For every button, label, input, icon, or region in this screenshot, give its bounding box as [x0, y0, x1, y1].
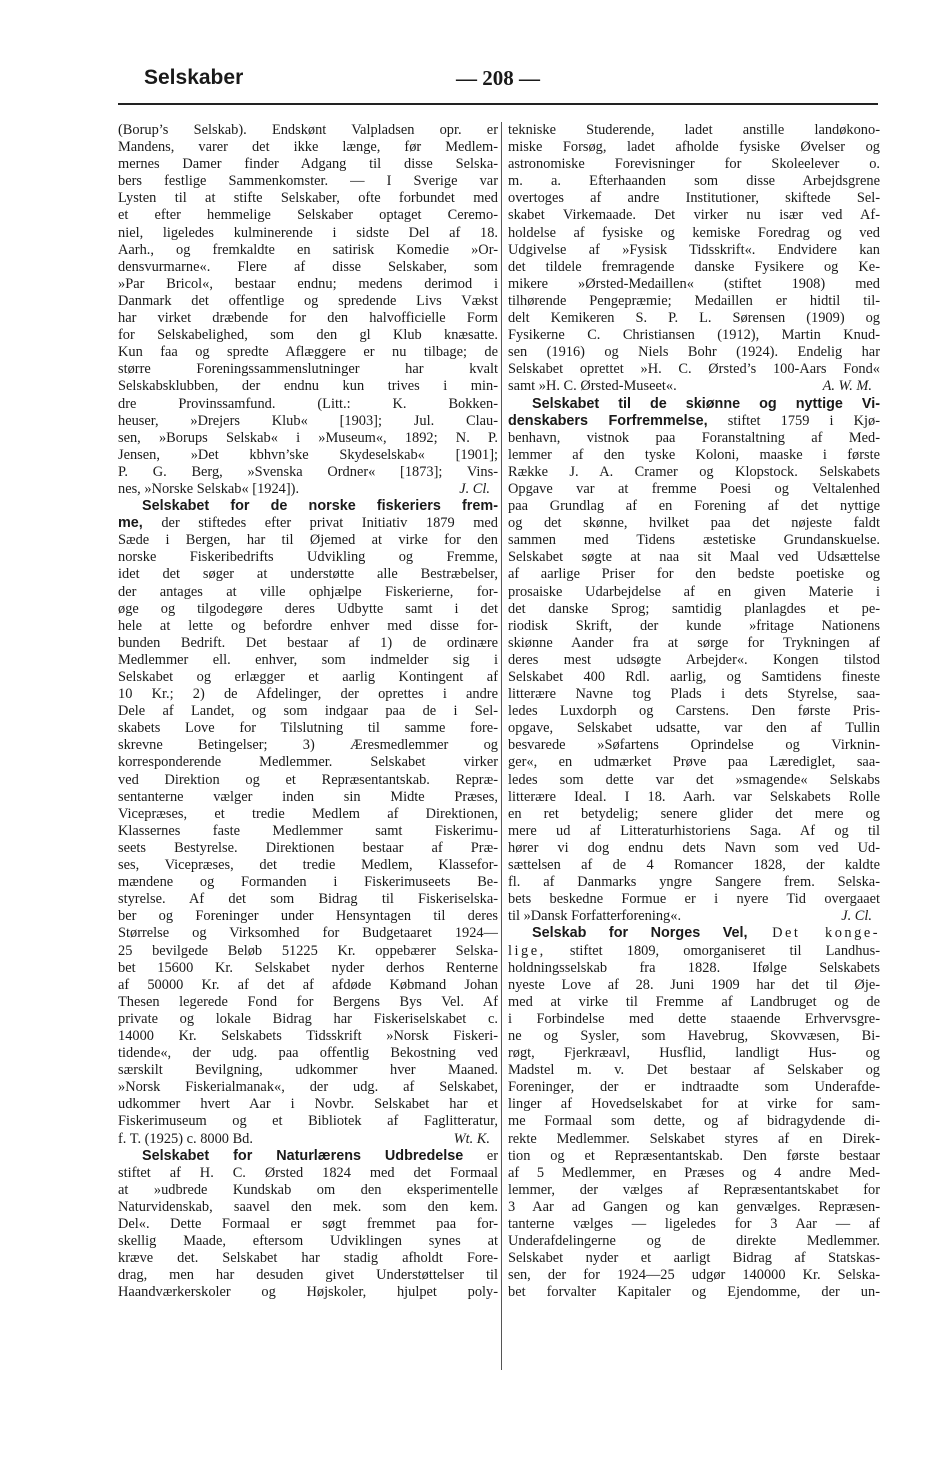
text-line: 10 Kr.; 2) de Afdelinger, der oprettes i andre — [118, 686, 498, 703]
text-line: korresponderende Medlemmer. Selskabet virker — [118, 754, 498, 771]
text-line: bet forvalter Kapitaler og Ejendomme, der un- — [508, 1284, 880, 1301]
text-line: skiønne Aander fra at sørge for Trykningen af — [508, 634, 880, 651]
entry-heading-line-2 — [508, 943, 880, 960]
text-line: af 50000 Kr. af det af afdøde Købmand Johan — [118, 976, 498, 993]
text-line: overtoges af andre Institutioner, skiftede Sel- — [508, 190, 880, 207]
text-line: densvurmarne«. Flere af disse Selskaber, som — [118, 258, 498, 275]
text-line: Opgave var at fremme Poesi og Veltalenhed — [508, 480, 880, 497]
entry-heading-naturlaerens — [118, 1148, 498, 1165]
text-line: ger«, en udmærket Prøve paa Lærediglet, saa- — [508, 754, 880, 771]
text-line: sen, »Borups Selskab« i »Museum«, 1892; N. P. — [118, 429, 498, 446]
text-line: det tildele fremragende danske Fysikere og Ke- — [508, 258, 880, 275]
text-line: private og lokale Bidrag har Fiskeriselskabet c. — [118, 1010, 498, 1027]
text-line: linger af Hovedselskabet for at virke for sam- — [508, 1096, 880, 1113]
text-line: Vicepræses, et tredie Medlem af Direktionen, — [118, 805, 498, 822]
text-line: i Forbindelse med dette staaende Erhvervsgre- — [508, 1010, 880, 1027]
text-line: Selskabet og erlægger et aarlig Kontingent af — [118, 669, 498, 685]
text-line: holdningsselskab fra 1828. Ifølge Selskabets — [508, 959, 880, 976]
text-line: med at virke til Fremme af Landbruget og de — [508, 993, 880, 1010]
entry-first-text-cont: stiftet 1809, omorganiseret til Landhus- — [545, 942, 880, 959]
paragraph-norges-vel — [508, 960, 880, 1302]
text-line: riodisk Skrift, der kunde »fritage Nationens — [508, 617, 880, 634]
entry-first-text: Det konge- — [747, 925, 880, 942]
text-line: Medlemmer ell. enhver, som indmelder sig i — [118, 651, 498, 668]
paragraph-last-line: nes, »Norske Selskab« [1924]). — [118, 480, 300, 497]
text-line: Dele af Landet, og som indgaar paa de i Sel- — [118, 703, 498, 720]
text-line: sen, der for 1924—25 udgør 140000 Kr. Selska- — [508, 1267, 880, 1284]
text-line: opgave, Selskabet udsatte, var den af Tullin — [508, 720, 880, 737]
text-line: dre Provinssamfund. (Litt.: K. Bokken- — [118, 395, 498, 412]
text-line: ber og Foreninger under Hensyntagen til deres — [118, 908, 498, 925]
text-line: af aarlige Priser for den bedste poetiske og — [508, 566, 880, 583]
text-line: benhavn, vistnok paa Foranstaltning af Med- — [508, 429, 880, 446]
entry-title: Selskabet til de skiønne og nyttige Vi- — [532, 395, 880, 412]
entry-heading-norges-vel — [508, 925, 880, 942]
text-line: »Norsk Fiskerialmanak«, der udg. af Selskabet, — [118, 1079, 498, 1096]
text-line: prosaiske Udarbejdelse af en given Materie i — [508, 583, 880, 600]
text-line: tanterne vælges — ligeledes for 3 Aar — af — [508, 1216, 880, 1232]
text-line: miske Forsøg, ladet afholde fysiske Øvelser og — [508, 139, 880, 156]
text-line: Fysikerne C. Christiansen (1912), Martin Knud- — [508, 327, 880, 344]
text-line: har virket dræbende for den halvofficielle Form — [118, 310, 498, 327]
text-line: bunden Bedrift. Det bestaar af 1) de ordinære — [118, 634, 498, 651]
text-line: P. G. Berg, »Svenska Ordner« [1873]; Vins- — [118, 463, 498, 480]
text-line: Mandens, varer det ikke længe, før Medlem- — [118, 139, 498, 156]
entry-heading-skionne — [508, 396, 880, 413]
text-line: Del«. Dette Formaal er søgt fremmet paa for- — [118, 1216, 498, 1232]
text-line: skellig Maade, eftersom Udviklingen synes at — [118, 1233, 498, 1250]
text-line: idet det søger at understøtte alle Bestræbelser, — [118, 566, 498, 583]
text-line: tekniske Studerende, ladet anstille landøkono- — [508, 122, 880, 138]
text-line: fl. af Danmarks yngre Sangere frem. Selska- — [508, 874, 880, 891]
entry-title: Selskabet for de norske fiskeriers frem- — [142, 498, 498, 515]
text-line: lemmer, der vælges af Repræsentantskabet for — [508, 1181, 880, 1198]
column-divider — [501, 122, 502, 1370]
right-column — [508, 122, 880, 1301]
running-title: Selskaber — [144, 66, 244, 89]
entry-heading-line-2 — [508, 413, 880, 430]
entry-heading-line-2 — [118, 515, 498, 532]
text-line: mernes Damer finder Adgang til disse Selska- — [118, 156, 498, 173]
text-line: seets Bestyrelse. Direktionen bestaar af Præ- — [118, 839, 498, 856]
text-line: tilhørende Pengepræmie; Medaillen er hidtil til- — [508, 292, 880, 309]
text-line: drag, men har desuden givet Understøttelser til — [118, 1267, 498, 1284]
text-line: me Formaal som dette, og af bidragydende di- — [508, 1113, 880, 1130]
entry-title-cont: me, — [118, 515, 143, 532]
text-line: paa Grundlag af en Forening af det nyttige — [508, 498, 880, 515]
text-line: (Borup’s Selskab). Endskønt Valpladsen opr. er — [118, 122, 498, 138]
entry-first-text: der stiftedes efter privat Initiativ 1879 med — [142, 515, 498, 532]
text-line: litterære Ideal. I 18. Aarh. var Selskabets Rolle — [508, 788, 880, 805]
text-line: Naturvidenskab, saavel den mek. som den kem. — [118, 1198, 498, 1215]
text-line: større Foreningssammenslutninger har kvalt — [118, 361, 498, 378]
text-line: hører vi dog endnu dets Navn som ved Ud- — [508, 839, 880, 856]
text-line: og det skønne, hvilket paa det nøjeste faldt — [508, 515, 880, 532]
text-line: sen (1916) og Niels Bohr (1924). Endelig har — [508, 344, 880, 361]
page-header — [118, 64, 878, 96]
text-line: Lysten til at stifte Selskaber, ofte forbundet med — [118, 190, 498, 207]
text-line: Fiskerimuseum og et Bibliotek af Faglitteratur, — [118, 1113, 498, 1130]
text-line: »Par Bricol«, bestaar endnu; medens derimod i — [118, 275, 498, 292]
text-line: litterære Navne tog Plads i dets Styrelse, saa- — [508, 686, 880, 703]
text-line: besvarede »Søfartens Oprindelse og Virknin- — [508, 737, 880, 754]
paragraph-borups — [118, 122, 498, 481]
text-line: det danske Sprog; samtidig planlagdes et pe- — [508, 600, 880, 617]
text-line: 25 bevilgede Beløb 51225 Kr. oppebærer Selska- — [118, 942, 498, 959]
signature-line — [508, 908, 880, 925]
text-line: Jensen, »Det kbhvn’ske Skydeselskab« [1901]; — [118, 446, 498, 463]
text-line: deres mest udsøgte Arbejder«. Kongen tilstod — [508, 651, 880, 668]
text-line: der antages at ville ophjælpe Fiskerierne, for- — [118, 583, 498, 600]
text-line: 3 Aar ad Gangen og kan genvælges. Repræsen- — [508, 1198, 880, 1215]
text-line: hele at lette og befordre enhver med disse for- — [118, 617, 498, 634]
text-line: mændene og Formanden i Fiskerimuseets Be- — [118, 874, 498, 891]
text-line: f. T. (1925) c. 8000 Bd. — [118, 1130, 253, 1147]
paragraph-naturlaerens-cont — [508, 122, 880, 396]
text-line: nyeste Love af 28. Juni 1909 har det til Øje- — [508, 976, 880, 993]
text-line: af 5 Medlemmer, en Præses og 4 andre Med- — [508, 1164, 880, 1181]
entry-first-text: lige, — [508, 942, 546, 959]
text-line: sammen med Tidens æstetiske Grundanskuelse. — [508, 532, 880, 549]
text-line: ses, Vicepræses, det tredie Medlem, Klassefor- — [118, 857, 498, 874]
text-line: øge og tilgodegøre deres Udbytte samt i det — [118, 600, 498, 617]
entry-title: Selskab for Norges Vel, — [532, 925, 748, 942]
text-line: Underafdelingerne og de direkte Medlemmer. — [508, 1233, 880, 1250]
left-column — [118, 122, 498, 1301]
entry-first-text: stiftet 1759 i Kjø- — [707, 412, 880, 429]
text-line: niel, ligeledes kulminerende i sidste Del af 18. — [118, 224, 498, 241]
signature-line — [508, 378, 880, 395]
text-line: rekte Medlemmer. Selskabet styres af en Direk- — [508, 1130, 880, 1147]
text-line: tidende«, der udg. paa offentlig Bekostning ved — [118, 1045, 498, 1062]
text-line: Selskabet oprettet »H. C. Ørsted’s 100-Aars Fond« — [508, 361, 880, 378]
text-line: Række J. A. Cramer og Klopstock. Selskabets — [508, 463, 880, 480]
text-line: en ret betydelig; senere glider det mere og — [508, 805, 880, 822]
text-line: bet 15600 Kr. Selskabet nyder derhos Renterne — [118, 959, 498, 976]
text-line: Størrelse og Virksomhed for Budgetaaret 1924— — [118, 925, 498, 942]
text-line: for Selskabelighed, som den gl Klub knæsatte. — [118, 327, 498, 344]
text-line: Sæde i Bergen, har til Øjemed at virke for den — [118, 532, 498, 549]
text-line: heuser, »Drejers Klub« [1903]; Jul. Clau- — [118, 412, 498, 429]
text-line: styrelse. Af det som Bidrag til Fiskeriselska- — [118, 891, 498, 908]
text-line: norske Fiskeribedrifts Udvikling og Fremme, — [118, 549, 498, 566]
entry-heading-fiskeriers — [118, 498, 498, 515]
text-line: Madstel m. v. Det bestaar af Selskaber og — [508, 1062, 880, 1079]
text-line: delt Kemikeren S. P. L. Sørensen (1909) og — [508, 310, 880, 327]
text-line: sættelsen af de 4 Romancer 1828, der kaldte — [508, 857, 880, 874]
paragraph-fiskeriers — [118, 532, 498, 1147]
text-line: røgt, Fjerkræavl, Husflid, landligt Hus- og — [508, 1045, 880, 1062]
text-line: bets beskedne Formue er i nyere Tid overgaaet — [508, 891, 880, 908]
text-line: Aarh., og fremkaldte en satirisk Komedie »Or- — [118, 241, 498, 258]
text-line: Klassernes faste Medlemmer samt Fiskerimu- — [118, 822, 498, 839]
text-line: Udgivelse af »Fysisk Tidsskrift«. Endvidere kan — [508, 241, 880, 258]
text-line: ledes Luxdorph og Carstens. Den første Pris- — [508, 703, 880, 720]
text-line: Selskabet nyder et aarligt Bidrag af Statskas- — [508, 1250, 880, 1267]
text-line: skabets Love for Tilslutning til samme fore- — [118, 720, 498, 737]
entry-title-cont: denskabers Forfremmelse, — [508, 412, 708, 429]
text-line: 14000 Kr. Selskabets Tidsskrift »Norsk Fiskeri- — [118, 1027, 498, 1044]
author-signature: A. W. M. — [822, 378, 872, 395]
text-line: til »Dansk Forfatterforening«. — [508, 908, 682, 925]
text-line: holdelse af fysiske og kemiske Foredrag og ved — [508, 224, 880, 241]
text-line: mikere »Ørsted-Medaillen« (stiftet 1908) med — [508, 275, 880, 292]
text-line: sentanterne vælger inden sin Midte Præses, — [118, 788, 498, 805]
entry-first-text: er — [463, 1147, 498, 1164]
text-line: at »udbrede Kundskab om den eksperimentelle — [118, 1181, 498, 1198]
text-line: Selskabet 400 Rdl. aarlig, og Samtidens fineste — [508, 669, 880, 685]
text-line: Selskabsklubben, der endnu kun trives i min- — [118, 378, 498, 395]
signature-line — [118, 481, 498, 498]
text-line: samt »H. C. Ørsted-Museet«. — [508, 378, 677, 395]
page-number: — 208 — — [456, 66, 540, 90]
text-line: udkommer hvert Aar i Novbr. Selskabet har et — [118, 1096, 498, 1113]
text-line: særskilt Bevilgning, udkommer hver Maaned. — [118, 1062, 498, 1079]
header-rule — [118, 103, 878, 105]
text-line: mere ud af Litteraturhistoriens Saga. Af og til — [508, 822, 880, 839]
text-line: skabet Virkemaade. Det virker nu især ved Af- — [508, 207, 880, 224]
author-signature: J. Cl. — [459, 480, 490, 497]
text-line: et efter hemmelige Selskaber optaget Ceremo- — [118, 207, 498, 224]
text-line: ne og Sysler, som Havebrug, Skovvæsen, Bi- — [508, 1027, 880, 1044]
author-signature: J. Cl. — [841, 908, 872, 925]
text-line: Danmark det offentlige og spredende Livs Vækst — [118, 292, 498, 309]
text-line: astronomiske Forevisninger for Skoleelever o. — [508, 156, 880, 173]
text-line: stiftet af H. C. Ørsted 1824 med det Formaal — [118, 1164, 498, 1181]
signature-line — [118, 1131, 498, 1148]
text-line: kræve det. Selskabet har stadig afholdt Fore- — [118, 1250, 498, 1267]
text-line: tion og et Repræsentantskab. Den første bestaar — [508, 1147, 880, 1164]
paragraph-naturlaerens — [118, 1165, 498, 1302]
text-line: m. a. Efterhaanden som disse Arbejdsgrene — [508, 173, 880, 190]
text-line: lemmer af den tyske Koloni, maaske i første — [508, 446, 880, 463]
text-line: Selskabet søgte at naa sit Maal ved Udsættelse — [508, 549, 880, 566]
text-line: skrevne Betingelser; 3) Æresmedlemmer og — [118, 737, 498, 754]
paragraph-skionne — [508, 430, 880, 926]
text-line: Haandværkerskoler og Højskoler, hjulpet poly- — [118, 1284, 498, 1301]
text-line: ved Direktion og et Repræsentantskab. Repræ- — [118, 771, 498, 788]
text-line: Kun faa og spredte Aflæggere er nu tilbage; de — [118, 344, 498, 361]
text-line: bers festlige Sammenkomster. — I Sverige var — [118, 173, 498, 190]
text-line: ledes som dette var det »smagende« Selskabs — [508, 771, 880, 788]
entry-title: Selskabet for Naturlærens Udbredelse — [142, 1147, 464, 1164]
text-line: Thesen legerede Fond for Bergens Bys Vel. Af — [118, 993, 498, 1010]
text-line: Foreninger, der er indtraadte som Underafde- — [508, 1079, 880, 1096]
author-signature: Wt. K. — [453, 1130, 490, 1147]
